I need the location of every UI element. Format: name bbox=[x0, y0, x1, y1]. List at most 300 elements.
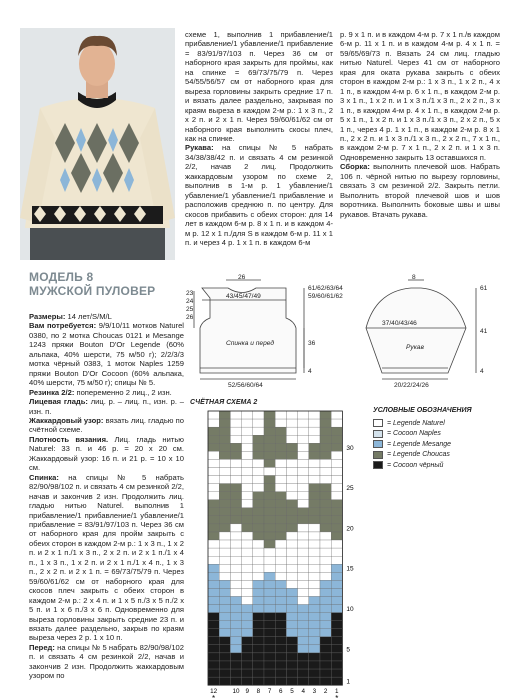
chart-cell bbox=[275, 540, 286, 548]
chart-cell bbox=[208, 605, 219, 613]
chart-cell bbox=[320, 621, 331, 629]
sleeve-piece-label: Рукав bbox=[406, 344, 424, 351]
chart-cell bbox=[331, 645, 342, 653]
chart-cell bbox=[242, 516, 253, 524]
chart-cell bbox=[298, 476, 309, 484]
chart-cell bbox=[320, 508, 331, 516]
chart-cell bbox=[230, 605, 241, 613]
sleeve-top-width: 8 bbox=[412, 274, 416, 281]
model-title bbox=[29, 270, 189, 298]
chart-cell bbox=[264, 653, 275, 661]
chart-cell bbox=[264, 669, 275, 677]
chart-cell bbox=[298, 492, 309, 500]
chart-cell bbox=[253, 411, 264, 419]
chart-cell bbox=[320, 588, 331, 596]
chart-cell bbox=[264, 621, 275, 629]
chart-col-number: 10 bbox=[232, 688, 240, 696]
chart-cell bbox=[264, 556, 275, 564]
sleeve-rib-height: 4 bbox=[480, 368, 484, 375]
chart-cell bbox=[309, 484, 320, 492]
chart-cell bbox=[331, 427, 342, 435]
chart-cell bbox=[320, 637, 331, 645]
chart-cell bbox=[230, 451, 241, 459]
chart-cell bbox=[275, 645, 286, 653]
chart-cell bbox=[219, 556, 230, 564]
chart-cell bbox=[219, 492, 230, 500]
chart-cell bbox=[242, 605, 253, 613]
chart-cell bbox=[309, 476, 320, 484]
chart-cell bbox=[230, 677, 241, 685]
chart-cell bbox=[331, 580, 342, 588]
chart-cell bbox=[264, 524, 275, 532]
chart-cell bbox=[230, 411, 241, 419]
chart-row-number: 1 bbox=[346, 678, 351, 686]
chart-cell bbox=[230, 548, 241, 556]
chart-cell bbox=[208, 580, 219, 588]
chart-cell bbox=[264, 637, 275, 645]
chart-cell bbox=[264, 588, 275, 596]
chart-cell bbox=[331, 588, 342, 596]
chart-cell bbox=[331, 669, 342, 677]
chart-cell bbox=[253, 540, 264, 548]
chart-cell bbox=[298, 532, 309, 540]
chart-cell bbox=[230, 564, 241, 572]
chart-cell bbox=[208, 572, 219, 580]
chart-cell bbox=[320, 548, 331, 556]
chart-cell bbox=[286, 572, 297, 580]
chart-cell bbox=[275, 524, 286, 532]
chart-cell bbox=[275, 532, 286, 540]
chart-cell bbox=[331, 467, 342, 475]
chart-cell bbox=[298, 629, 309, 637]
chart-cell bbox=[208, 669, 219, 677]
chart-cell bbox=[208, 677, 219, 685]
chart-cell bbox=[309, 613, 320, 621]
chart-cell bbox=[286, 580, 297, 588]
chart-cell bbox=[208, 443, 219, 451]
chart-cell bbox=[275, 637, 286, 645]
chart-cell bbox=[230, 427, 241, 435]
chart-cell bbox=[230, 637, 241, 645]
chart-cell bbox=[309, 564, 320, 572]
chart-cell bbox=[309, 580, 320, 588]
chart-cell bbox=[242, 580, 253, 588]
chart-cell bbox=[298, 516, 309, 524]
chart-cell bbox=[286, 653, 297, 661]
middle-text-column bbox=[185, 30, 333, 247]
chart-cell bbox=[298, 524, 309, 532]
chart-cell bbox=[242, 548, 253, 556]
chart-cell bbox=[264, 427, 275, 435]
chart-cell bbox=[230, 596, 241, 604]
chart-cell bbox=[253, 556, 264, 564]
chart-cell bbox=[242, 435, 253, 443]
chart-cell bbox=[286, 492, 297, 500]
chart-cell bbox=[208, 476, 219, 484]
chart-cell bbox=[298, 508, 309, 516]
chart-cell bbox=[264, 484, 275, 492]
chart-col-number: 4 bbox=[301, 688, 305, 696]
chart-cell bbox=[309, 419, 320, 427]
chart-row-number: 15 bbox=[346, 565, 354, 573]
chart-cell bbox=[242, 596, 253, 604]
chart-cell bbox=[286, 540, 297, 548]
chart-cell bbox=[219, 540, 230, 548]
chart-cell bbox=[264, 572, 275, 580]
chart-cell bbox=[208, 540, 219, 548]
chart-cell bbox=[286, 613, 297, 621]
chart-title: СЧЁТНАЯ СХЕМА 2 bbox=[190, 399, 258, 406]
legend-item bbox=[373, 418, 513, 429]
chart-cell bbox=[275, 459, 286, 467]
chart-cell bbox=[331, 677, 342, 685]
chart-cell bbox=[286, 596, 297, 604]
chart-cell bbox=[253, 516, 264, 524]
chart-cell bbox=[298, 669, 309, 677]
chart-cell bbox=[275, 556, 286, 564]
chart-cell bbox=[309, 605, 320, 613]
chart-cell bbox=[230, 419, 241, 427]
chart-cell bbox=[298, 451, 309, 459]
chart-cell bbox=[208, 467, 219, 475]
legend-item bbox=[373, 429, 513, 440]
chart-cell bbox=[230, 516, 241, 524]
chart-cell bbox=[275, 621, 286, 629]
legend-label: = Cocoon чёрный bbox=[387, 461, 444, 469]
chart-cell bbox=[242, 427, 253, 435]
chart-cell bbox=[286, 629, 297, 637]
body-width: 52/56/60/64 bbox=[228, 382, 263, 389]
chart-cell bbox=[264, 596, 275, 604]
chart-cell bbox=[331, 516, 342, 524]
chart-cell bbox=[286, 677, 297, 685]
legend-label: = Cocoon Naples bbox=[387, 430, 441, 438]
chart-cell bbox=[309, 459, 320, 467]
chart-cell bbox=[253, 467, 264, 475]
chart-cell bbox=[286, 516, 297, 524]
body-top-width: 26 bbox=[238, 274, 246, 281]
chart-cell bbox=[230, 524, 241, 532]
chart-cell bbox=[264, 492, 275, 500]
chart-cell bbox=[264, 605, 275, 613]
chart-cell bbox=[242, 588, 253, 596]
chart-cell bbox=[275, 435, 286, 443]
chart-cell bbox=[320, 427, 331, 435]
chart-cell bbox=[331, 443, 342, 451]
chart-cell bbox=[219, 532, 230, 540]
chart-cell bbox=[275, 613, 286, 621]
chart-cell bbox=[242, 476, 253, 484]
chart-cell bbox=[253, 484, 264, 492]
left-paragraph: Жаккардовый узор: вязать лиц. гладью по счётной схеме. bbox=[29, 415, 185, 435]
chart-cell bbox=[264, 459, 275, 467]
chart-cell bbox=[309, 540, 320, 548]
legend-swatch bbox=[373, 451, 383, 459]
chart-cell bbox=[208, 661, 219, 669]
chart-cell bbox=[275, 588, 286, 596]
chart-cell bbox=[320, 451, 331, 459]
chart-cell bbox=[208, 596, 219, 604]
chart-col-number: 9 bbox=[245, 688, 249, 696]
chart-cell bbox=[219, 443, 230, 451]
chart-cell bbox=[253, 459, 264, 467]
chart-cell bbox=[219, 451, 230, 459]
chart-cell bbox=[286, 524, 297, 532]
chart-cell bbox=[309, 588, 320, 596]
chart-cell bbox=[264, 532, 275, 540]
chart-cell bbox=[286, 451, 297, 459]
chart-cell bbox=[253, 613, 264, 621]
chart-row-number: 10 bbox=[346, 606, 354, 614]
chart-cell bbox=[219, 467, 230, 475]
chart-cell bbox=[264, 467, 275, 475]
chart-col-number: 12 bbox=[210, 688, 218, 696]
chart-cell bbox=[275, 451, 286, 459]
chart-cell bbox=[286, 500, 297, 508]
chart-cell bbox=[242, 661, 253, 669]
chart-cell bbox=[253, 637, 264, 645]
sleeve-cuff-width: 20/22/24/26 bbox=[394, 382, 429, 389]
chart-cell bbox=[331, 500, 342, 508]
chart-cell bbox=[298, 500, 309, 508]
chart-cell bbox=[320, 492, 331, 500]
chart-cell bbox=[309, 492, 320, 500]
legend-item bbox=[373, 460, 513, 471]
chart-cell bbox=[230, 588, 241, 596]
chart-cell bbox=[219, 669, 230, 677]
chart-cell bbox=[298, 427, 309, 435]
chart-cell bbox=[219, 427, 230, 435]
chart-cell bbox=[219, 564, 230, 572]
chart-cell bbox=[275, 443, 286, 451]
chart-cell bbox=[275, 653, 286, 661]
chart-cell bbox=[309, 516, 320, 524]
chart-cell bbox=[253, 524, 264, 532]
chart-cell bbox=[320, 669, 331, 677]
chart-cell bbox=[219, 411, 230, 419]
chart-cell bbox=[275, 629, 286, 637]
chart-cell bbox=[264, 677, 275, 685]
chart-cell bbox=[286, 669, 297, 677]
chart-cell bbox=[298, 605, 309, 613]
chart-cell bbox=[320, 564, 331, 572]
chart-cell bbox=[242, 556, 253, 564]
chart-cell bbox=[320, 629, 331, 637]
chart-cell bbox=[253, 532, 264, 540]
chart-cell bbox=[264, 451, 275, 459]
chart-cell bbox=[309, 645, 320, 653]
chart-cell bbox=[230, 572, 241, 580]
chart-cell bbox=[320, 476, 331, 484]
chart-cell bbox=[331, 435, 342, 443]
chart-cell bbox=[320, 459, 331, 467]
chart-cell bbox=[219, 596, 230, 604]
chart-cell bbox=[242, 443, 253, 451]
right-paragraph: Сборка: выполнить плечевой шов. Набрать 106 п. чёрной нитью по вырезу горловины, связать 3 см резинкой 2/2. Закрыть петли. Выполнить второй плечевой шов и шов воротника. Выполнить боковые швы и швы рукавов. Втачать рукава. bbox=[340, 162, 500, 219]
chart-cell bbox=[309, 677, 320, 685]
chart-cell bbox=[253, 653, 264, 661]
chart-cell bbox=[275, 580, 286, 588]
armhole-size-4: 26 bbox=[186, 314, 194, 321]
chart-cell bbox=[242, 645, 253, 653]
legend-label: = Legende Choucas bbox=[387, 451, 450, 459]
chart-cell bbox=[242, 508, 253, 516]
chart-cell bbox=[298, 467, 309, 475]
chart-cell bbox=[331, 548, 342, 556]
chart-cell bbox=[331, 613, 342, 621]
chart-cell bbox=[320, 484, 331, 492]
chart-cell bbox=[230, 613, 241, 621]
chart-cell bbox=[253, 508, 264, 516]
chart-cell bbox=[286, 605, 297, 613]
chart-cell bbox=[208, 500, 219, 508]
chart-cell bbox=[264, 540, 275, 548]
chart-cell bbox=[242, 637, 253, 645]
chart-cell bbox=[286, 467, 297, 475]
chart-cell bbox=[219, 605, 230, 613]
chart-cell bbox=[298, 459, 309, 467]
chart-cell bbox=[219, 516, 230, 524]
left-paragraph: Лицевая гладь: лиц. р. – лиц. п., изн. р. – изн. п. bbox=[29, 397, 184, 416]
chart-cell bbox=[242, 621, 253, 629]
chart-cell bbox=[309, 596, 320, 604]
chart-cell bbox=[320, 605, 331, 613]
chart-cell bbox=[286, 532, 297, 540]
armhole-size-2: 24 bbox=[186, 298, 194, 305]
chart-cell bbox=[331, 637, 342, 645]
chart-cell bbox=[242, 613, 253, 621]
chart-cell bbox=[298, 613, 309, 621]
knitting-chart bbox=[186, 405, 366, 700]
chart-cell bbox=[242, 653, 253, 661]
chart-cell bbox=[309, 629, 320, 637]
chart-cell bbox=[208, 508, 219, 516]
chart-cell bbox=[230, 435, 241, 443]
chart-cell bbox=[264, 580, 275, 588]
chart-cell bbox=[253, 500, 264, 508]
chart-cell bbox=[230, 645, 241, 653]
chart-cell bbox=[320, 540, 331, 548]
chart-cell bbox=[230, 476, 241, 484]
chart-cell bbox=[298, 653, 309, 661]
chart-cell bbox=[298, 419, 309, 427]
chart-cell bbox=[286, 548, 297, 556]
chart-cell bbox=[253, 564, 264, 572]
chart-cell bbox=[219, 419, 230, 427]
chart-cell bbox=[286, 459, 297, 467]
chart-cell bbox=[309, 572, 320, 580]
legend-swatch bbox=[373, 419, 383, 427]
chart-cell bbox=[264, 613, 275, 621]
chart-cell bbox=[309, 467, 320, 475]
chart-cell bbox=[230, 484, 241, 492]
chart-cell bbox=[253, 427, 264, 435]
chart-col-number: 7 bbox=[267, 688, 272, 696]
chart-cell bbox=[253, 669, 264, 677]
chart-cell bbox=[320, 653, 331, 661]
chart-cell bbox=[208, 621, 219, 629]
chart-cell bbox=[208, 435, 219, 443]
chart-cell bbox=[309, 443, 320, 451]
left-paragraph: Перед: на спицы № 5 набрать 82/90/98/102 п. и связать 4 см резинкой 2/2, начав и закончив 2 изн. Продолжить жаккардовым узором по bbox=[29, 642, 184, 681]
model-number: МОДЕЛЬ 8 bbox=[29, 270, 94, 284]
chart-cell bbox=[230, 532, 241, 540]
chart-cell bbox=[253, 548, 264, 556]
chart-cell bbox=[230, 443, 241, 451]
legend-item bbox=[373, 439, 513, 450]
chart-cell bbox=[242, 459, 253, 467]
chart-cell bbox=[242, 629, 253, 637]
left-paragraph: Спинка: на спицы № 5 набрать 82/90/98/102 п. и связать 4 см резинкой 2/2, начав и закончив 2 изн. Продолжить лиц. гладью нитью Naturel. выполнив 1 прибавление/1 прибавление/1 убавление/1 прибавление = 83/91/97/103 п. Через 36 см от наборного края для пройм закрыть с обеих сторон в каждом 2-м р.: 1 x 3 п., 1 x 2 п. и 2 x 1 п./1 x 3 п., 2 x 2 п. и 2 x 1 п./1 x 4 п., 1 x 3 п., 1 x 2 п. и 2 x 1 п./1 x 4 п., 1 x 3 п., 2 x 2 п. и 2 x 1 п. = 69/73/75/79 п. Через 59/60/61/62 см от наборного края для скосов плеч закрыть с обеих сторон в каждом 2-м р.: 2 x 4 п. и 1 x 5 п./3 x 5 п./2 x 5 п. и 1 x 6 п./3 x 6 п. Одновременно для выреза горловины закрыть средние 23 п. и вязать далее раздельно, закрыв по краям выреза через 2 р. 1 x 10 п. bbox=[29, 472, 184, 643]
chart-star: * bbox=[212, 694, 216, 700]
chart-cell bbox=[219, 580, 230, 588]
chart-cell bbox=[331, 476, 342, 484]
legend-swatch bbox=[373, 461, 383, 469]
chart-cell bbox=[320, 596, 331, 604]
chart-cell bbox=[275, 548, 286, 556]
chart-cell bbox=[219, 476, 230, 484]
chart-cell bbox=[208, 484, 219, 492]
chart-cell bbox=[253, 572, 264, 580]
chart-cell bbox=[331, 540, 342, 548]
chart-cell bbox=[320, 435, 331, 443]
chart-cell bbox=[253, 661, 264, 669]
chart-cell bbox=[275, 564, 286, 572]
chart-row-number: 25 bbox=[346, 485, 354, 493]
chart-cell bbox=[275, 572, 286, 580]
chart-cell bbox=[264, 419, 275, 427]
armhole-size-3: 25 bbox=[186, 306, 194, 313]
chart-cell bbox=[242, 451, 253, 459]
legend-item bbox=[373, 450, 513, 461]
left-paragraph: Размеры: 14 лет/S/M/L bbox=[29, 312, 112, 321]
chart-cell bbox=[331, 459, 342, 467]
chart-cell bbox=[275, 484, 286, 492]
chart-cell bbox=[320, 580, 331, 588]
chart-cell bbox=[219, 572, 230, 580]
left-paragraph: Плотность вязания. Лиц. гладь нитью Naturel: 33 п. и 46 р. = 20 х 20 см. Жаккардовый узор: 16 п. и 21 р. = 10 х 10 см. bbox=[29, 434, 184, 473]
sleeve-width: 37/40/43/46 bbox=[382, 320, 417, 327]
chart-cell bbox=[320, 677, 331, 685]
legend-swatch bbox=[373, 440, 383, 448]
chart-cell bbox=[286, 508, 297, 516]
chart-cell bbox=[331, 621, 342, 629]
chart-cell bbox=[275, 427, 286, 435]
chart-cell bbox=[286, 411, 297, 419]
chart-cell bbox=[230, 556, 241, 564]
chart-cell bbox=[298, 677, 309, 685]
chart-cell bbox=[230, 540, 241, 548]
chart-cell bbox=[264, 629, 275, 637]
sleeve-height-41: 41 bbox=[480, 328, 488, 335]
chart-cell bbox=[230, 500, 241, 508]
chart-cell bbox=[208, 516, 219, 524]
sleeve-pattern-diagram bbox=[366, 280, 476, 379]
chart-cell bbox=[219, 677, 230, 685]
chart-cell bbox=[242, 540, 253, 548]
left-paragraph: Резинка 2/2: попеременно 2 лиц., 2 изн. bbox=[29, 387, 172, 397]
chart-cell bbox=[230, 653, 241, 661]
chart-cell bbox=[309, 637, 320, 645]
chart-cell bbox=[275, 605, 286, 613]
chart-cell bbox=[253, 645, 264, 653]
chart-cell bbox=[253, 588, 264, 596]
chart-cell bbox=[298, 443, 309, 451]
chart-cell bbox=[298, 435, 309, 443]
chart-cell bbox=[253, 419, 264, 427]
chart-row-number: 20 bbox=[346, 525, 354, 533]
chart-cell bbox=[230, 580, 241, 588]
